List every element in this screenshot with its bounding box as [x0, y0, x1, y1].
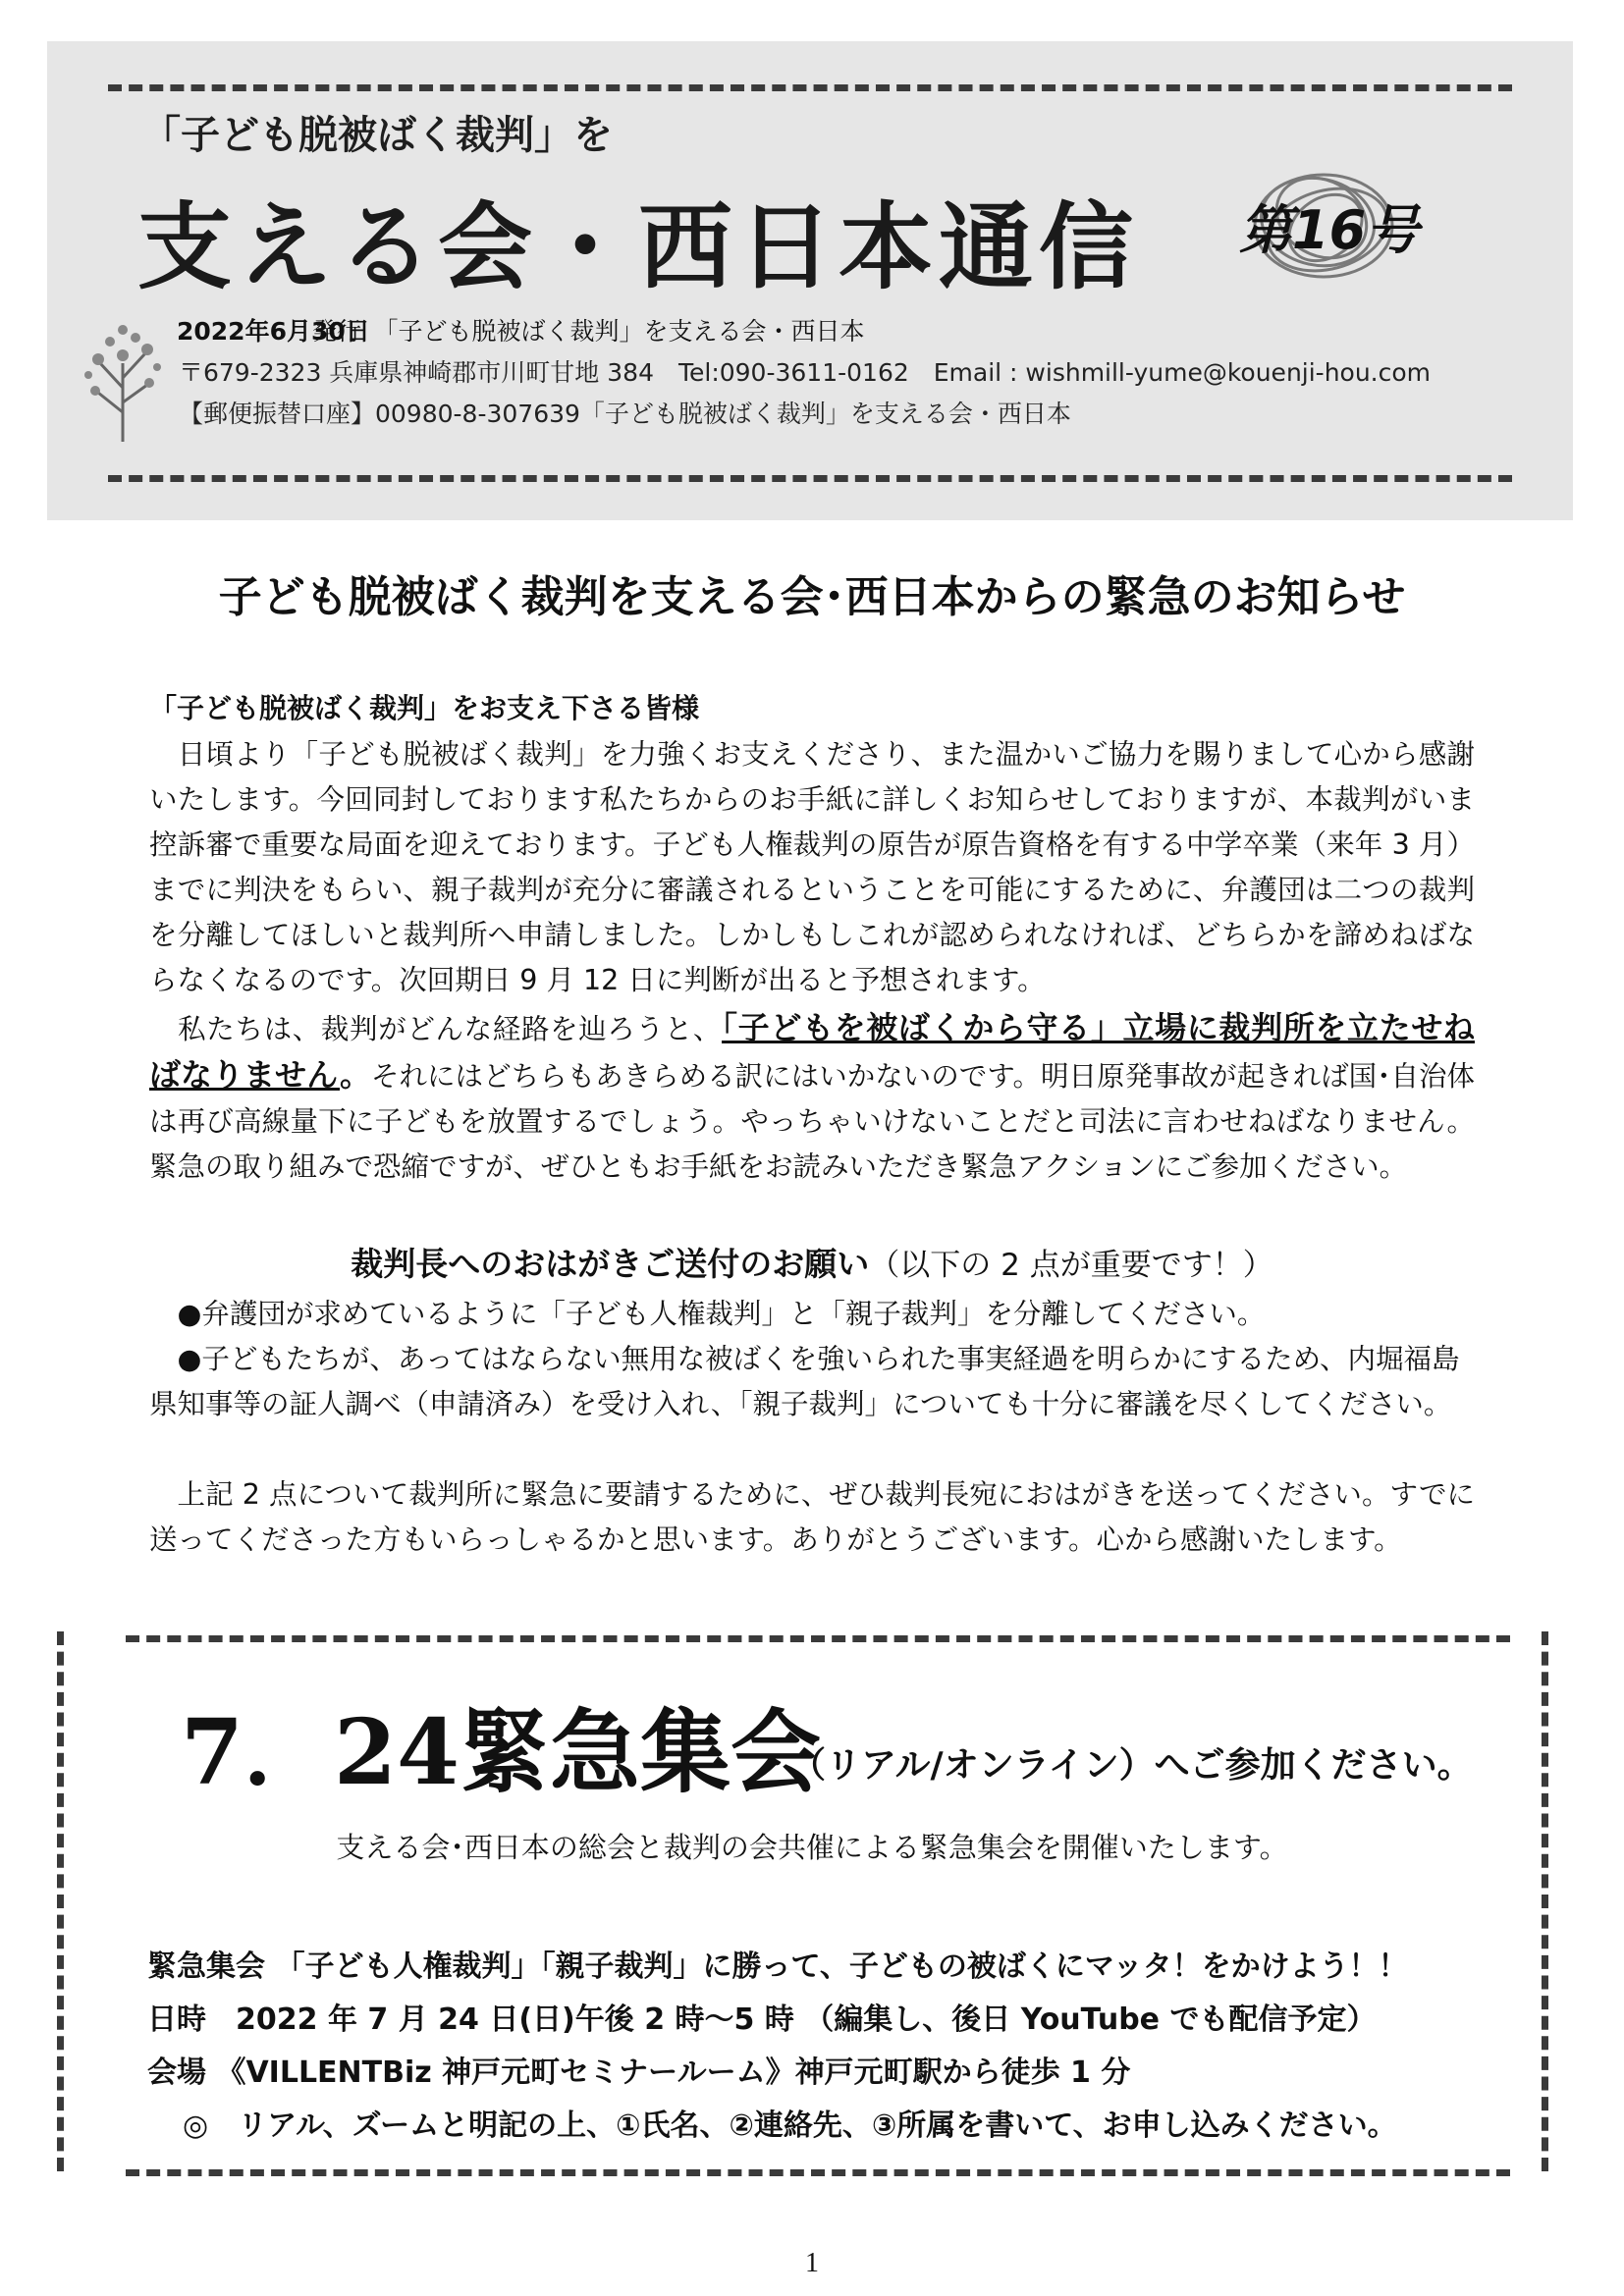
- dashed-divider: [126, 2169, 1510, 2176]
- dashed-border: [57, 1631, 64, 2171]
- meeting-theme: 緊急集会 「子ども人権裁判」「親子裁判」に勝って、子どもの被ばくにマッタ！をかけよう！！: [147, 1949, 1408, 1984]
- newsletter-title: 支える会・西日本通信: [137, 192, 1139, 302]
- meeting-intro: 支える会･西日本の総会と裁判の会共催による緊急集会を開催いたします。: [336, 1831, 1288, 1864]
- issue-number: 第16号: [1239, 199, 1420, 261]
- meeting-datetime: 日時 2022 年 7 月 24 日(日)午後 2 時～5 時 （編集し、後日 YouTube でも配信予定）: [147, 2002, 1377, 2037]
- page-number: 1: [805, 2248, 819, 2278]
- emphasis-end: 。: [340, 1056, 372, 1094]
- notice-paragraph-3: 上記 2 点について裁判所に緊急に要請するために、ぜひ裁判長宛におはがきを送ってください。すでに送ってくださった方もいらっしゃるかと思います。ありがとうございます。心から感謝いたします。: [149, 1478, 1475, 1556]
- paragraph-text: 私たちは、裁判がどんな経路を辿ろうと、: [149, 1013, 723, 1045]
- request-note: （以下の 2 点が重要です！）: [869, 1248, 1273, 1283]
- request-item-2: ●子どもたちが、あってはならない無用な被ばくを強いられた事実経過を明らかにするため、内堀福島県知事等の証人調べ（申請済み）を受け入れ、「親子裁判」についても十分に審議を尽くしてください。: [149, 1343, 1460, 1420]
- postal-account: 【郵便振替口座】00980-8-307639「子ども脱被ばく裁判」を支える会・西日本: [179, 400, 1071, 428]
- dashed-divider: [108, 475, 1512, 482]
- notice-headline: 子ども脱被ばく裁判を支える会･西日本からの緊急のお知らせ: [218, 572, 1406, 622]
- dashed-border: [1542, 1631, 1548, 2171]
- greeting: 「子ども脱被ばく裁判」をお支え下さる皆様: [149, 692, 700, 724]
- notice-paragraph-2: [149, 1005, 1475, 1190]
- paragraph-text: それにはどちらもあきらめる訳にはいかないのです。明日原発事故が起きれば国･自治体は再び高線量下に子どもを放置するでしょう。やっちゃいけないことだと司法に言わせねばなりません。緊急の取り組みで恐縮ですが、ぜひともお手紙をお読みいただき緊急アクションにご参加ください。: [149, 1060, 1475, 1183]
- request-heading: [0, 1239, 1624, 1285]
- publication-date: 2022年6月30日: [177, 317, 370, 346]
- header-subtitle: 「子ども脱被ばく裁判」を: [141, 113, 613, 158]
- request-title: 裁判長へのおはがきご送付のお願い: [351, 1245, 870, 1283]
- meeting-title-suffix: （リアル/オンライン）へご参加ください。: [790, 1745, 1473, 1786]
- publisher: 発行 「子ども脱被ばく裁判」を支える会・西日本: [312, 317, 865, 346]
- dashed-divider: [108, 84, 1512, 91]
- request-item-1: ●弁護団が求めているように「子ども人権裁判」と「親子裁判」を分離してください。: [149, 1298, 1266, 1330]
- tree-icon: [79, 294, 167, 442]
- meeting-venue: 会場 《VILLENTBiz 神戸元町セミナールーム》神戸元町駅から徒歩 1 分: [147, 2056, 1131, 2090]
- meeting-application: ◎ リアル、ズームと明記の上、①氏名、②連絡先、③所属を書いて、お申し込みください。: [183, 2109, 1397, 2143]
- dashed-divider: [126, 1635, 1510, 1642]
- emphasis-text: 「子どもを被ばくから守る」立場に裁判所を立たせねばなりません: [149, 1009, 1475, 1094]
- contact-address: 〒679-2323 兵庫県神崎郡市川町甘地 384 Tel:090-3611-0162 Email : wishmill-yume@kouenji-hou.com: [179, 358, 1432, 387]
- meeting-title: 7．24緊急集会: [181, 1699, 822, 1805]
- notice-paragraph-1: 日頃より「子ども脱被ばく裁判」を力強くお支えくださり、また温かいご協力を賜りまして心から感謝いたします。今回同封しております私たちからのお手紙に詳しくお知らせしておりますが、本裁判がいま控訴審で重要な局面を迎えております。子ども人権裁判の原告が原告資格を有する中学卒業（来年 3 月）までに判決をもらい、親子裁判が充分に審議されるということを可能にするために、弁護団は二つの裁判を分離してほしいと裁判所へ申請しました。しかしもしこれが認められなければ、どちらかを諦めねばならなくなるのです。次回期日 9 月 12 日に判断が出ると予想されます。: [149, 738, 1475, 996]
